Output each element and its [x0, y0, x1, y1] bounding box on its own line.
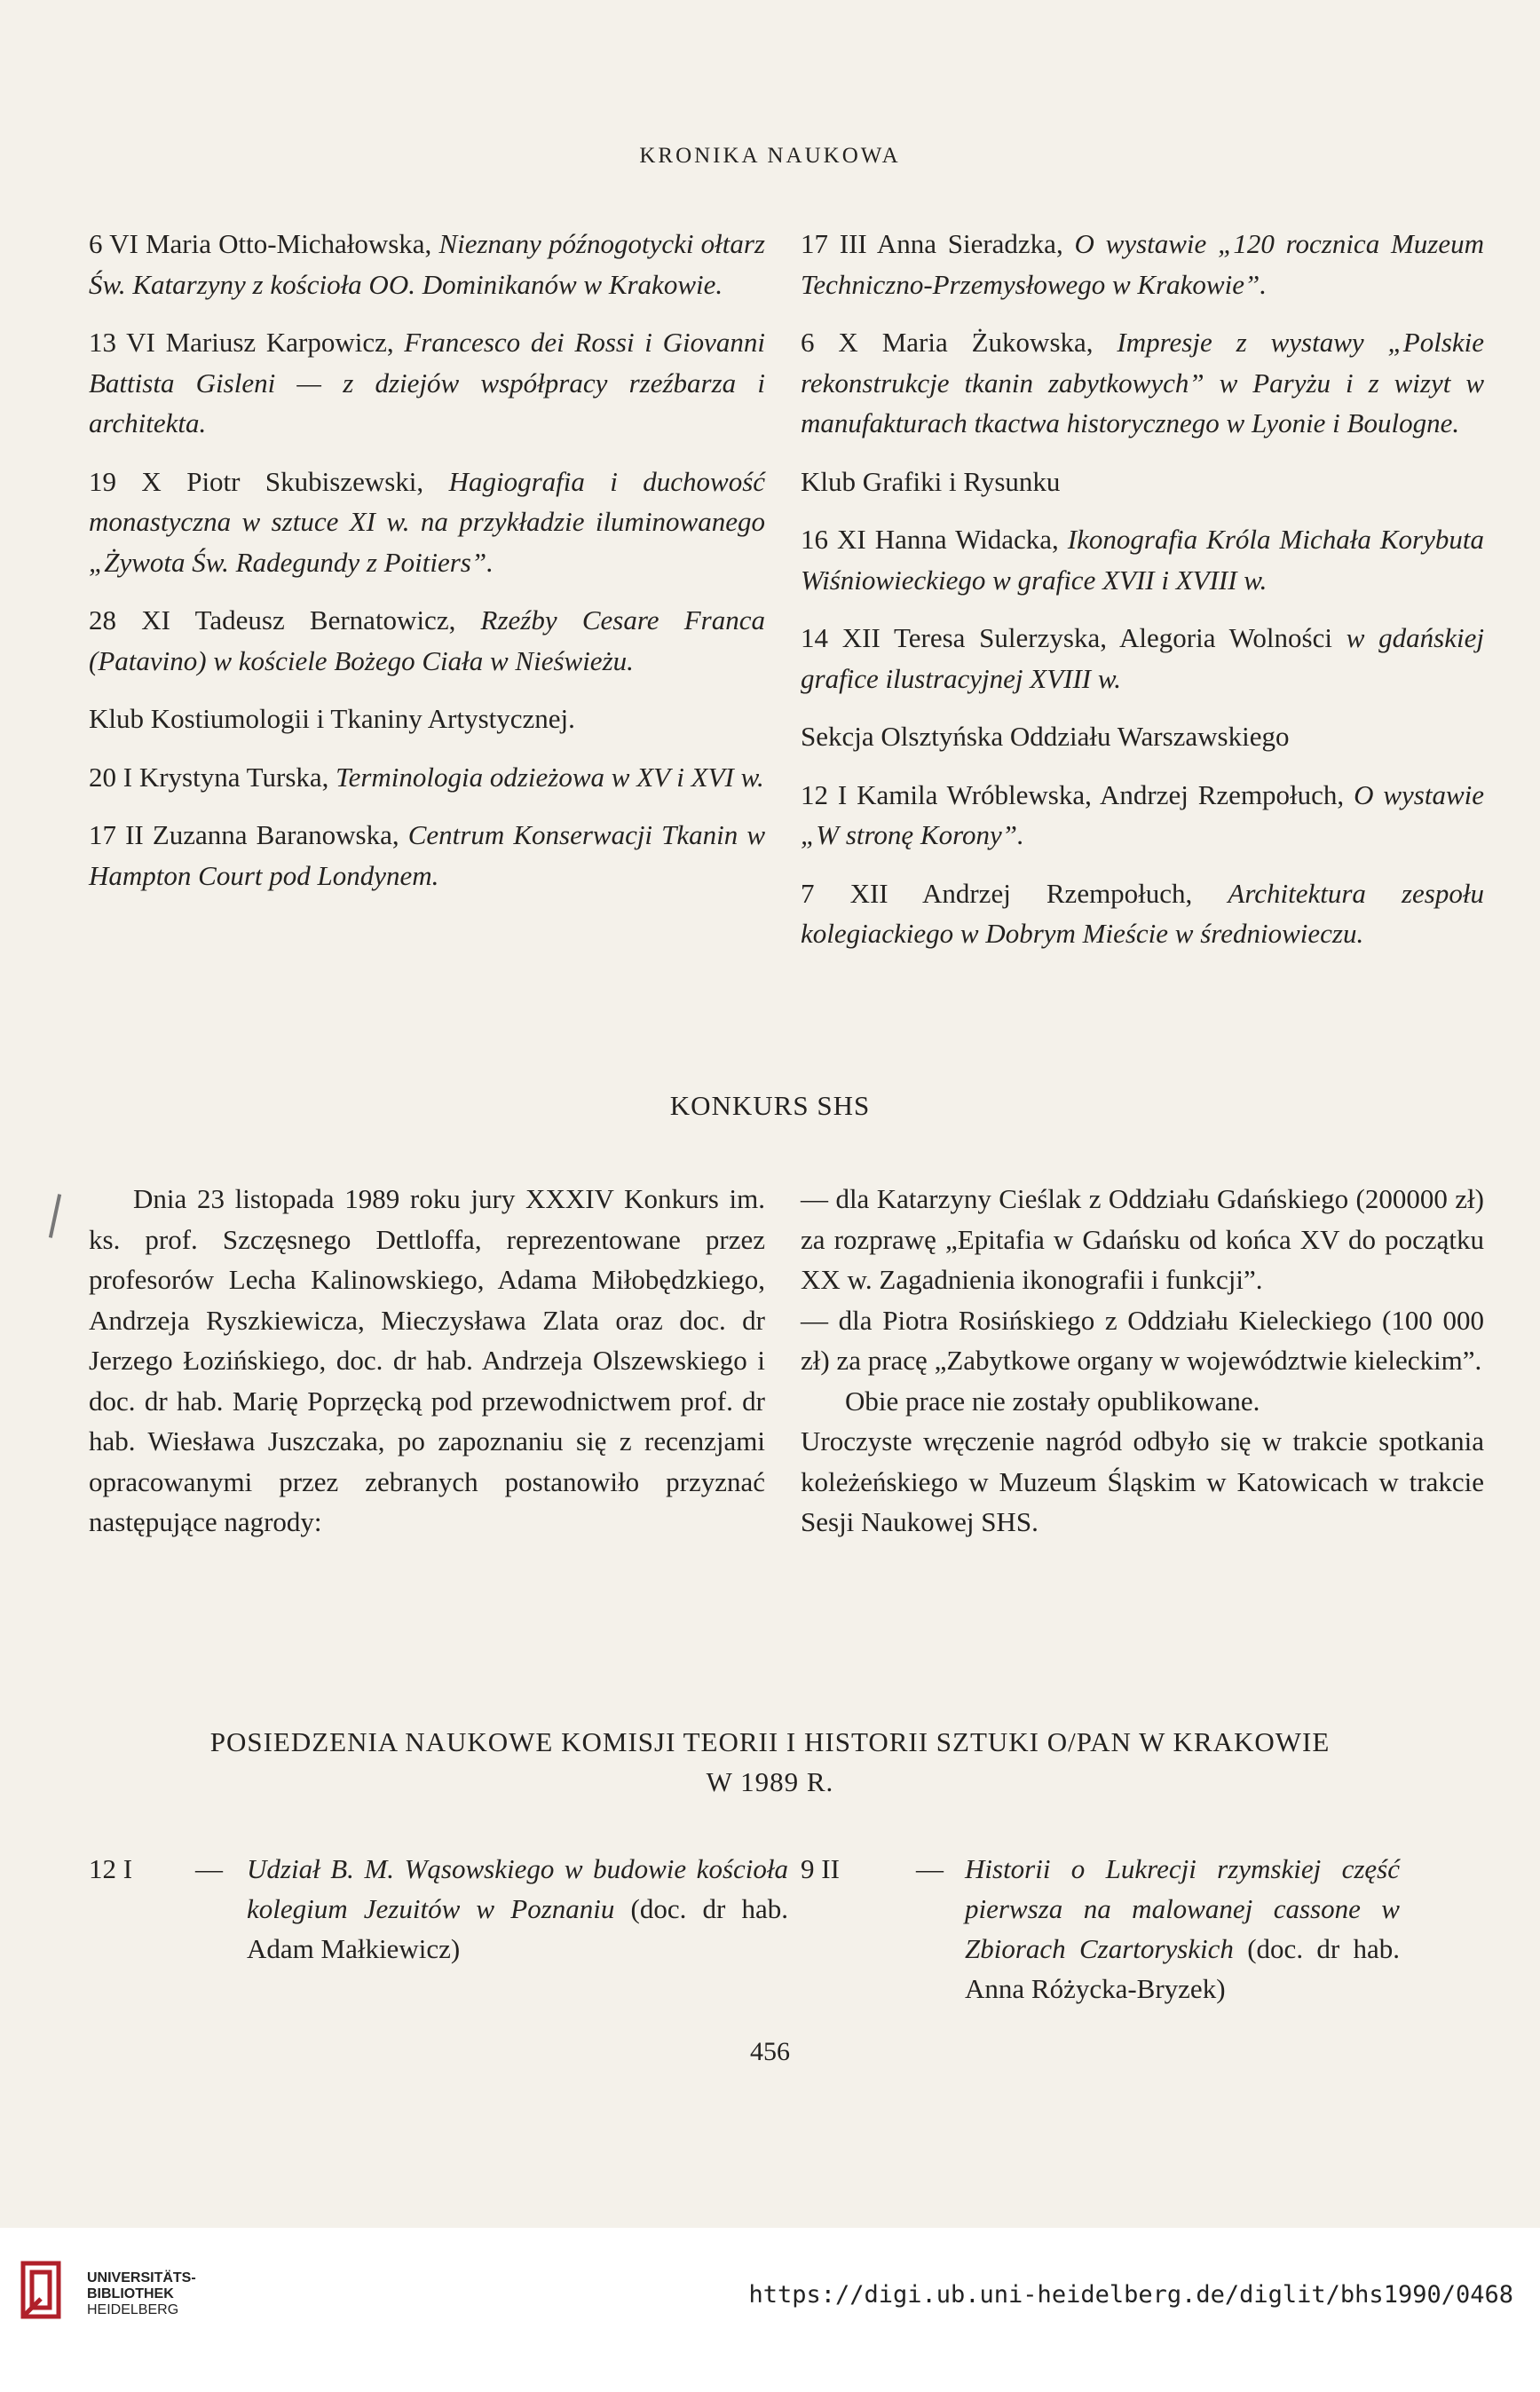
posiedzenia-heading — [0, 1722, 1540, 1802]
session-dash: — — [916, 1853, 944, 1884]
source-url-link[interactable]: https://digi.ub.uni-heidelberg.de/diglit/bhs1990/0468 — [748, 2281, 1513, 2309]
entry: 12 I Kamila Wróblewska, Andrzej Rzempołuch, O wystawie „W stronę Korony”. — [801, 778, 1485, 850]
entry: 14 XII Teresa Sulerzyska, Alegoria Wolności w gdańskiej grafice ilustracyjnej XVIII w. — [801, 622, 1484, 694]
library-logo-icon — [16, 2256, 69, 2327]
page-number: 456 — [750, 2037, 790, 2066]
konkurs-paragraph: Dnia 23 listopada 1989 roku jury XXXIV Konkurs im. ks. prof. Szczęsnego Dettloffa, reprezentowane przez profesorów Lecha Kalinowskiego, Adama Miłobędzkiego, Andrzeja Ryszkiewicza, Mieczysława Zlata oraz doc. dr Jerzego Łozińskiego, doc. dr hab. Andrzeja Olszewskiego i doc. dr hab. Marię Poprzęcką pod przewodnictwem prof. dr hab. Wiesława Juszczaka, po zapoznaniu się z recenzjami opracowanymi przez zebranych postanowiło przyznać następujące nagrody: — [89, 1183, 765, 1537]
posiedzenia-heading-line1: POSIEDZENIA NAUKOWE KOMISJI TEORII I HISTORII SZTUKI O/PAN W KRAKOWIE — [209, 1726, 1331, 1757]
library-name: UNIVERSITÄTS- BIBLIOTHEK HEIDELBERG — [87, 2270, 196, 2317]
konkurs-note: Uroczyste wręczenie nagród odbyło się w trakcie spotkania koleżeńskiego w Muzeum Śląskim w Katowicach w trakcie Sesji Naukowej SHS. — [801, 1425, 1484, 1537]
running-title: KRONIKA NAUKOWA — [639, 144, 901, 168]
session-dash: — — [195, 1853, 223, 1884]
entry: 6 VI Maria Otto-Michałowska, Nieznany późnogotycki ołtarz Św. Katarzyny z kościoła OO. Dominikanów w Krakowie. — [89, 228, 766, 300]
library-logo[interactable] — [16, 2246, 229, 2379]
session-entry — [89, 1849, 789, 2017]
section-heading: Klub Grafiki i Rysunku — [801, 465, 1061, 497]
left-column-top — [89, 224, 765, 913]
right-column-top — [801, 224, 1484, 972]
posiedzenia-heading-line2: W 1989 R. — [706, 1766, 834, 1797]
konkurs-note: Obie prace nie zostały opublikowane. — [845, 1385, 1260, 1417]
konkurs-left-column — [89, 1179, 765, 1560]
entry: 16 XI Hanna Widacka, Ikonografia Króla Michała Korybuta Wiśniowieckiego w grafice XVII i XVIII w. — [801, 524, 1484, 596]
section-heading: Sekcja Olsztyńska Oddziału Warszawskiego — [801, 721, 1290, 752]
entry: 17 II Zuzanna Baranowska, Centrum Konserwacji Tkanin w Hampton Court pod Londynem. — [89, 819, 766, 891]
entry: 13 VI Mariusz Karpowicz, Francesco dei Rossi i Giovanni Battista Gisleni — z dziejów współpracy rzeźbarza i architekta. — [89, 327, 765, 438]
konkurs-heading: KONKURS SHS — [669, 1090, 871, 1121]
session-date: 12 I — [89, 1853, 133, 1884]
entry: 19 X Piotr Skubiszewski, Hagiografia i duchowość monastyczna w sztuce XI w. na przykładzie iluminowanego „Żywota Św. Radegundy z Poitiers”. — [89, 465, 766, 578]
session-entry — [801, 1849, 1484, 2017]
entry: 7 XII Andrzej Rzempołuch, Architektura zespołu kolegiackiego w Dobrym Mieście w średniowieczu. — [801, 877, 1484, 949]
award-item: — dla Katarzyny Cieślak z Oddziału Gdańskiego (200000 zł) za rozprawę „Epitafia w Gdańsku od końca XV do początku XX w. Zagadnienia ikonografii i funkcji”. — [801, 1183, 1484, 1295]
konkurs-right-column — [801, 1179, 1484, 1543]
session-text: Historii o Lukrecji rzymskiej część pierwsza na malowanej cassone w Zbiorach Czartoryskich (doc. dr hab. Anna Różycka-Bryzek) — [965, 1853, 1401, 2004]
entry: 17 III Anna Sieradzka, O wystawie „120 rocznica Muzeum Techniczno-Przemysłowego w Krakowie”. — [801, 228, 1484, 300]
entry: 6 X Maria Żukowska, Impresje z wystawy „Polskie rekonstrukcje tkanin zabytkowych” w Paryżu i z wizyt w manufakturach tkactwa historycznego w Lyonie i Boulogne. — [801, 327, 1485, 438]
award-item: — dla Piotra Rosińskiego z Oddziału Kieleckiego (100 000 zł) za pracę „Zabytkowe organy w województwie kieleckim”. — [801, 1304, 1484, 1376]
entry: 20 I Krystyna Turska, Terminologia odzieżowa w XV i XVI w. — [89, 761, 764, 793]
session-date: 9 II — [801, 1853, 840, 1884]
session-text: Udział B. M. Wąsowskiego w budowie kościoła kolegium Jezuitów w Poznaniu (doc. dr hab. Adam Małkiewicz) — [247, 1853, 789, 1964]
section-heading: Klub Kostiumologii i Tkaniny Artystycznej. — [89, 703, 575, 734]
margin-mark — [49, 1194, 61, 1238]
footer-bar — [0, 2228, 1540, 2392]
entry: 28 XI Tadeusz Bernatowicz, Rzeźby Cesare Franca (Patavino) w kościele Bożego Ciała w Nieświeżu. — [89, 604, 765, 676]
